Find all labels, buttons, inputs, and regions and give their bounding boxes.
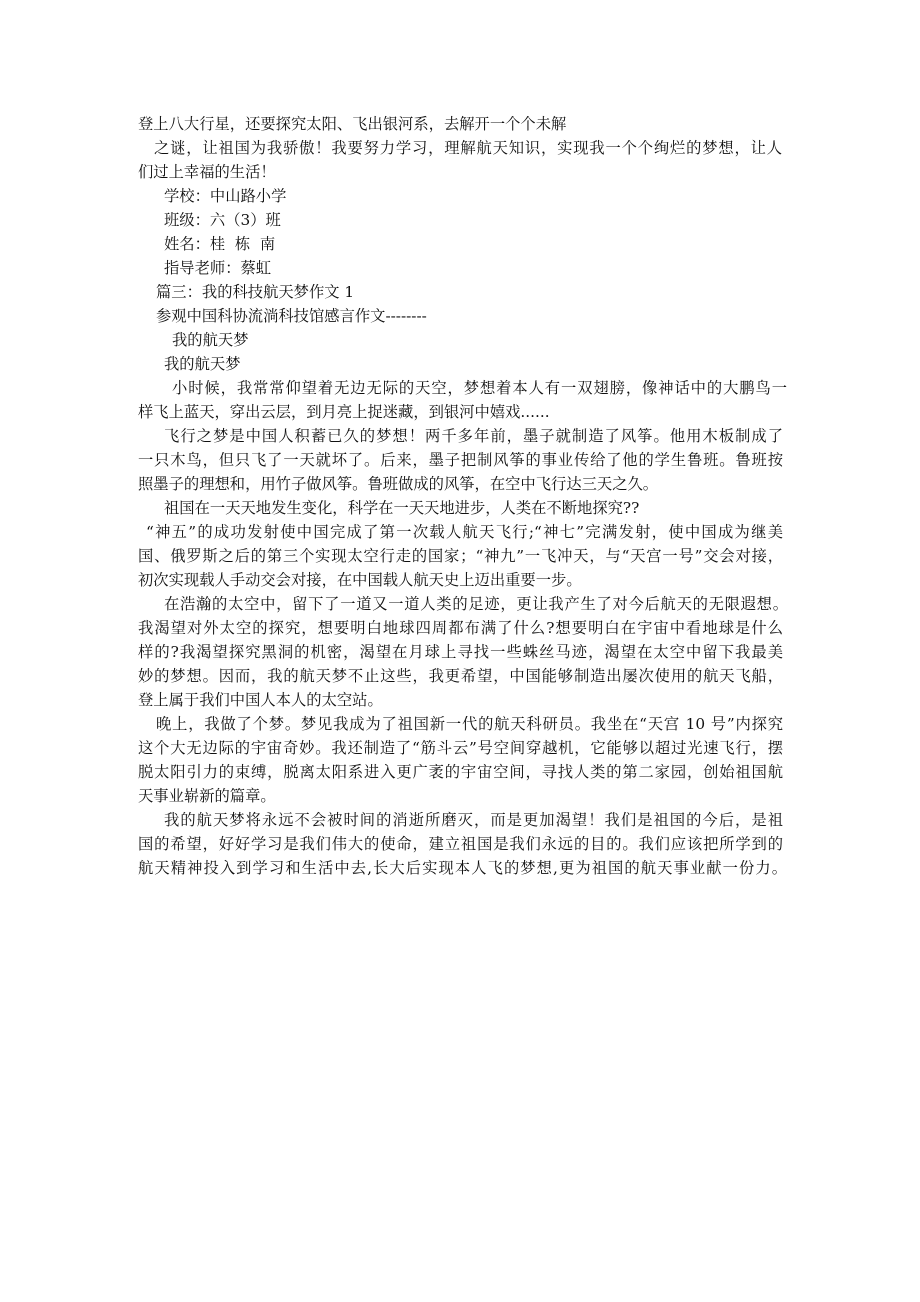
paragraph-4-line-1: “神五”的成功发射使中国完成了第一次载人航天飞行;“神七”完满发射，使中国成为继美 [146,523,783,541]
class-line: 班级：六（3）班 [164,211,281,229]
text-line-2: 之谜，让祖国为我骄傲！我要努力学习，理解航天知识，实现我一个个绚烂的梦想，让人 [154,139,782,157]
paragraph-2-line-2: 一只木鸟，但只飞了一天就坏了。后来，墨子把制风筝的事业传给了他的学生鲁班。鲁班按 [138,451,783,469]
paragraph-4-line-2: 国、俄罗斯之后的第三个实现太空行走的国家；“神九”一飞冲天，与“天宫一号”交会对接， [138,547,783,565]
name-line: 姓名：桂 栋 南 [164,235,276,253]
paragraph-6-line-3: 脱太阳引力的束缚，脱离太阳系进入更广袤的宇宙空间，寻找人类的第二家园，创始祖国航 [138,763,783,781]
essay-title-2: 我的航天梦 [164,355,241,373]
section-heading: 篇三：我的科技航天梦作文 1 [156,283,355,301]
paragraph-5-line-4: 妙的梦想。因而，我的航天梦不止这些，我更希望，中国能够制造出屡次使用的航天飞船， [138,667,783,685]
text-line-1: 登上八大行星，还要探究太阳、飞出银河系，去解开一个个未解 [138,115,567,133]
paragraph-6-line-4: 天事业崭新的篇章。 [138,787,276,805]
paragraph-5-line-2: 我渴望对外太空的探究，想要明白地球四周都布满了什么?想要明白在宇宙中看地球是什么 [138,619,783,637]
paragraph-1-line-1: 小时候，我常常仰望着无边无际的天空，梦想着本人有一双翅膀，像神话中的大鹏鸟一 [172,379,787,397]
paragraph-5-line-5: 登上属于我们中国人本人的太空站。 [138,691,383,709]
school-line: 学校：中山路小学 [164,187,287,205]
paragraph-7-line-2: 国的希望，好好学习是我们伟大的使命，建立祖国是我们永远的目的。我们应该把所学到的 [138,835,783,853]
text-line-3: 们过上幸福的生活！ [138,163,276,181]
paragraph-5-line-1: 在浩瀚的太空中，留下了一道又一道人类的足迹，更让我产生了对今后航天的无限遐想。 [164,595,788,613]
paragraph-7-line-3: 航天精神投入到学习和生活中去,长大后实现本人飞的梦想,更为祖国的航天事业献一份力。 [138,859,787,877]
paragraph-3-line-1: 祖国在一天天地发生变化，科学在一天天地进步，人类在不断地探究?? [164,499,640,517]
paragraph-6-line-1: 晚上，我做了个梦。梦见我成为了祖国新一代的航天科研员。我坐在“天宫 10 号”内探究 [156,715,783,733]
paragraph-1-line-2: 样飞上蓝天，穿出云层，到月亮上捉迷藏，到银河中嬉戏...... [138,403,550,421]
paragraph-2-line-3: 照墨子的理想和，用竹子做风筝。鲁班做成的风筝，在空中飞行达三天之久。 [138,475,659,493]
paragraph-2-line-1: 飞行之梦是中国人积蓄已久的梦想！两千多年前，墨子就制造了风筝。他用木板制成了 [164,427,783,445]
subtitle-line: 参观中国科协流淌科技馆感言作文-------- [156,307,427,325]
paragraph-4-line-3: 初次实现载人手动交会对接，在中国载人航天史上迈出重要一步。 [138,571,582,589]
paragraph-7-line-1: 我的航天梦将永远不会被时间的消逝所磨灭，而是更加渴望！我们是祖国的今后，是祖 [164,811,783,829]
essay-title-1: 我的航天梦 [172,331,249,349]
paragraph-6-line-2: 这个大无边际的宇宙奇妙。我还制造了“筋斗云”号空间穿越机，它能够以超过光速飞行，摆 [138,739,783,757]
teacher-line: 指导老师：蔡虹 [164,259,272,277]
paragraph-5-line-3: 样的?我渴望探究黑洞的机密，渴望在月球上寻找一些蛛丝马迹，渴望在太空中留下我最美 [138,643,783,661]
